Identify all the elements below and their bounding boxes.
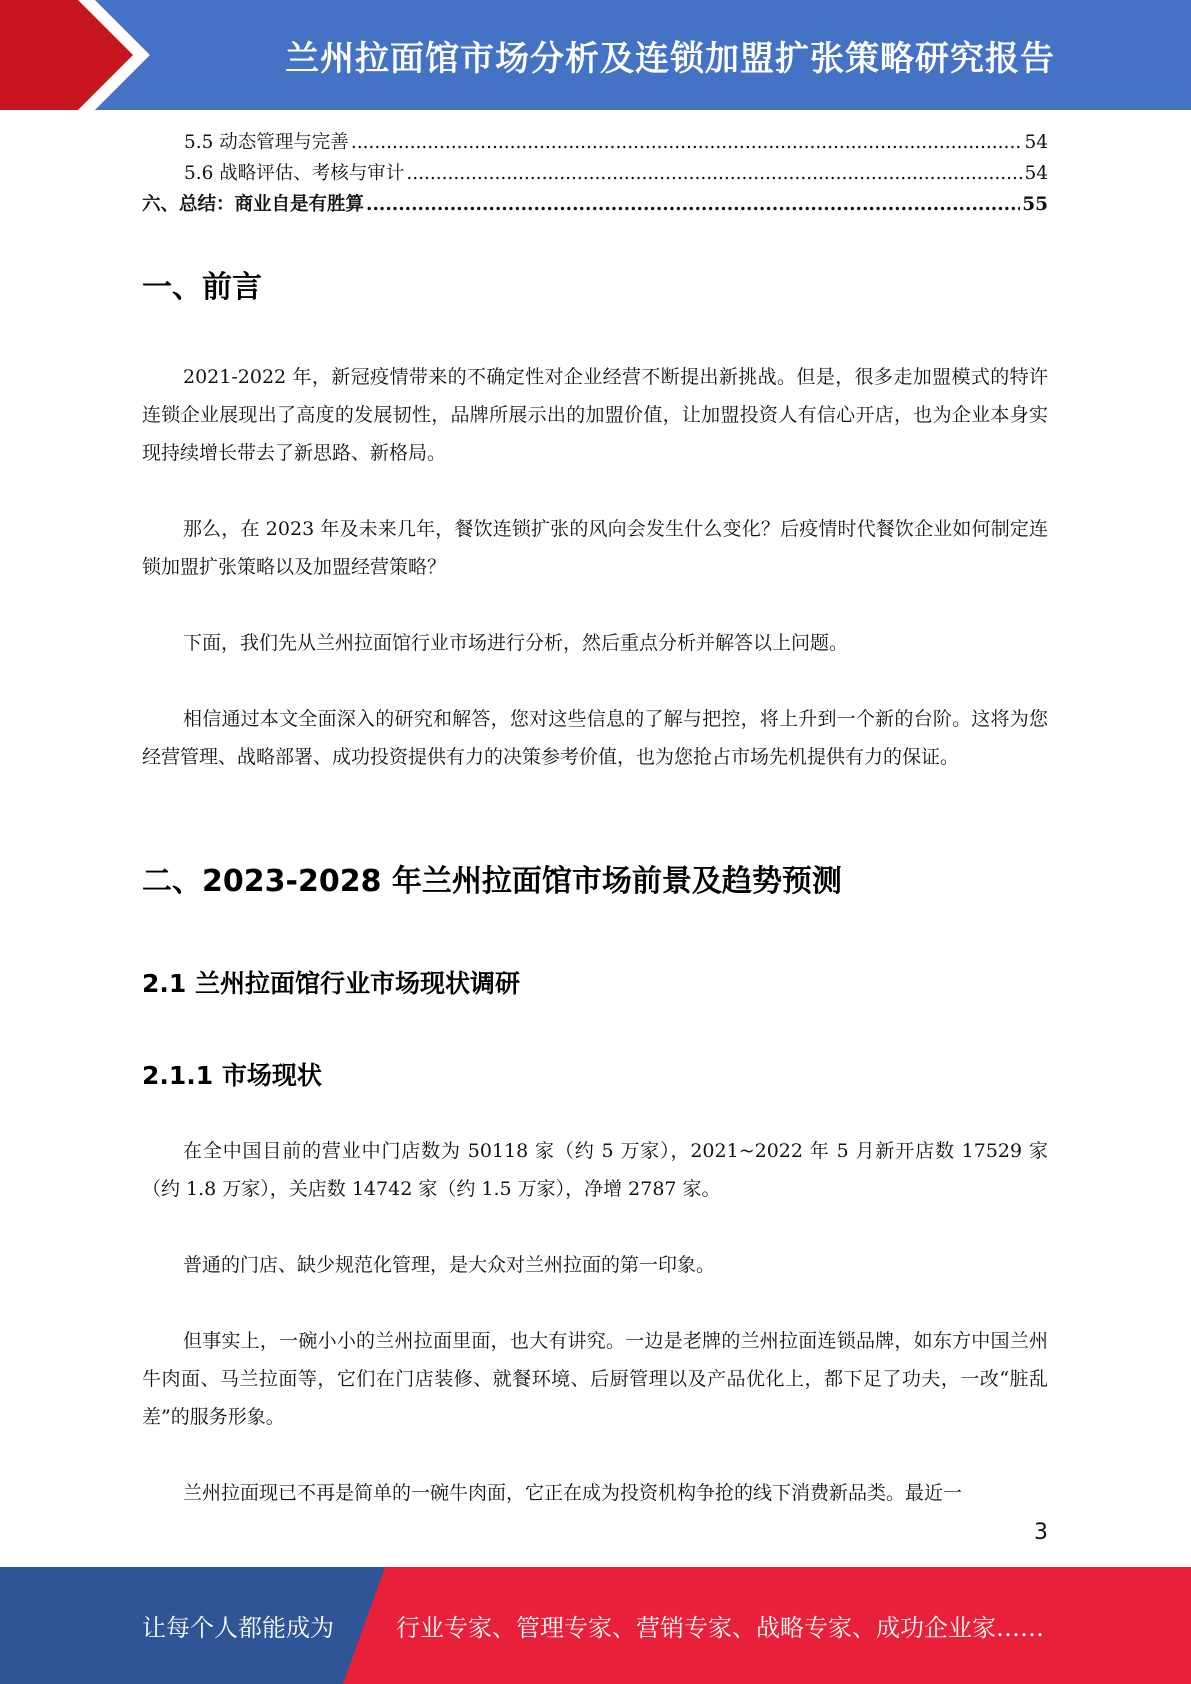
toc-entry-label: 5.6 战略评估、考核与审计 [184,163,405,184]
page-header [0,0,1191,110]
paragraph: 普通的门店、缺少规范化管理，是大众对兰州拉面的第一印象。 [183,1254,716,1276]
page-number: 3 [1034,1520,1048,1545]
toc-entry-page: 55 [1022,194,1048,215]
toc-entry[interactable] [142,190,1048,221]
table-of-contents [142,128,1048,221]
page-footer [0,1567,1191,1684]
paragraph: 那么，在 2023 年及未来几年，餐饮连锁扩张的风向会发生什么变化？后疫情时代餐饮企业如何制定连锁加盟扩张策略以及加盟经营策略？ [142,518,1048,578]
paragraph: 相信通过本文全面深入的研究和解答，您对这些信息的了解与把控，将上升到一个新的台阶。这将为您经营管理、战略部署、成功投资提供有力的决策参考价值，也为您抢占市场先机提供有力的保证。 [142,708,1048,768]
toc-entry-label: 5.5 动态管理与完善 [184,132,349,153]
toc-entry-page: 54 [1024,132,1048,153]
footer-slogan-left: 让每个人都能成为 [142,1614,334,1642]
report-title: 兰州拉面馆市场分析及连锁加盟扩张策略研究报告 [285,38,1055,79]
paragraph: 兰州拉面现已不再是简单的一碗牛肉面，它正在成为投资机构争抢的线下消费新品类。最近一 [183,1482,963,1504]
toc-leader-dots [351,132,1023,153]
toc-entry[interactable] [142,159,1048,190]
subsection-heading-survey: 2.1 兰州拉面馆行业市场现状调研 [142,969,520,998]
subsection-heading-status: 2.1.1 市场现状 [142,1061,322,1090]
toc-leader-dots [366,194,1020,215]
paragraph: 在全中国目前的营业中门店数为 50118 家（约 5 万家），2021~2022 年 5 月新开店数 17529 家（约 1.8 万家），关店数 14742 家（约 1.5 万家），净增 2787 家。 [142,1140,1048,1200]
section-heading-preface: 一、前言 [142,270,262,305]
toc-entry-label: 六、总结：商业自是有胜算 [142,194,365,215]
footer-slogan-right: 行业专家、管理专家、营销专家、战略专家、成功企业家…… [396,1614,1044,1642]
paragraph: 2021-2022 年，新冠疫情带来的不确定性对企业经营不断提出新挑战。但是，很多走加盟模式的特许连锁企业展现出了高度的发展韧性，品牌所展示出的加盟价值，让加盟投资人有信心开店，也为企业本身实现持续增长带去了新思路、新格局。 [142,366,1048,464]
section-heading-forecast: 二、2023-2028 年兰州拉面馆市场前景及趋势预测 [142,864,842,899]
toc-entry-page: 54 [1024,163,1048,184]
paragraph: 但事实上，一碗小小的兰州拉面里面，也大有讲究。一边是老牌的兰州拉面连锁品牌，如东方中国兰州牛肉面、马兰拉面等，它们在门店装修、就餐环境、后厨管理以及产品优化上，都下足了功夫，一改“脏乱差”的服务形象。 [142,1330,1048,1428]
toc-entry[interactable] [142,128,1048,159]
toc-leader-dots [406,163,1022,184]
paragraph: 下面，我们先从兰州拉面馆行业市场进行分析，然后重点分析并解答以上问题。 [183,632,849,654]
